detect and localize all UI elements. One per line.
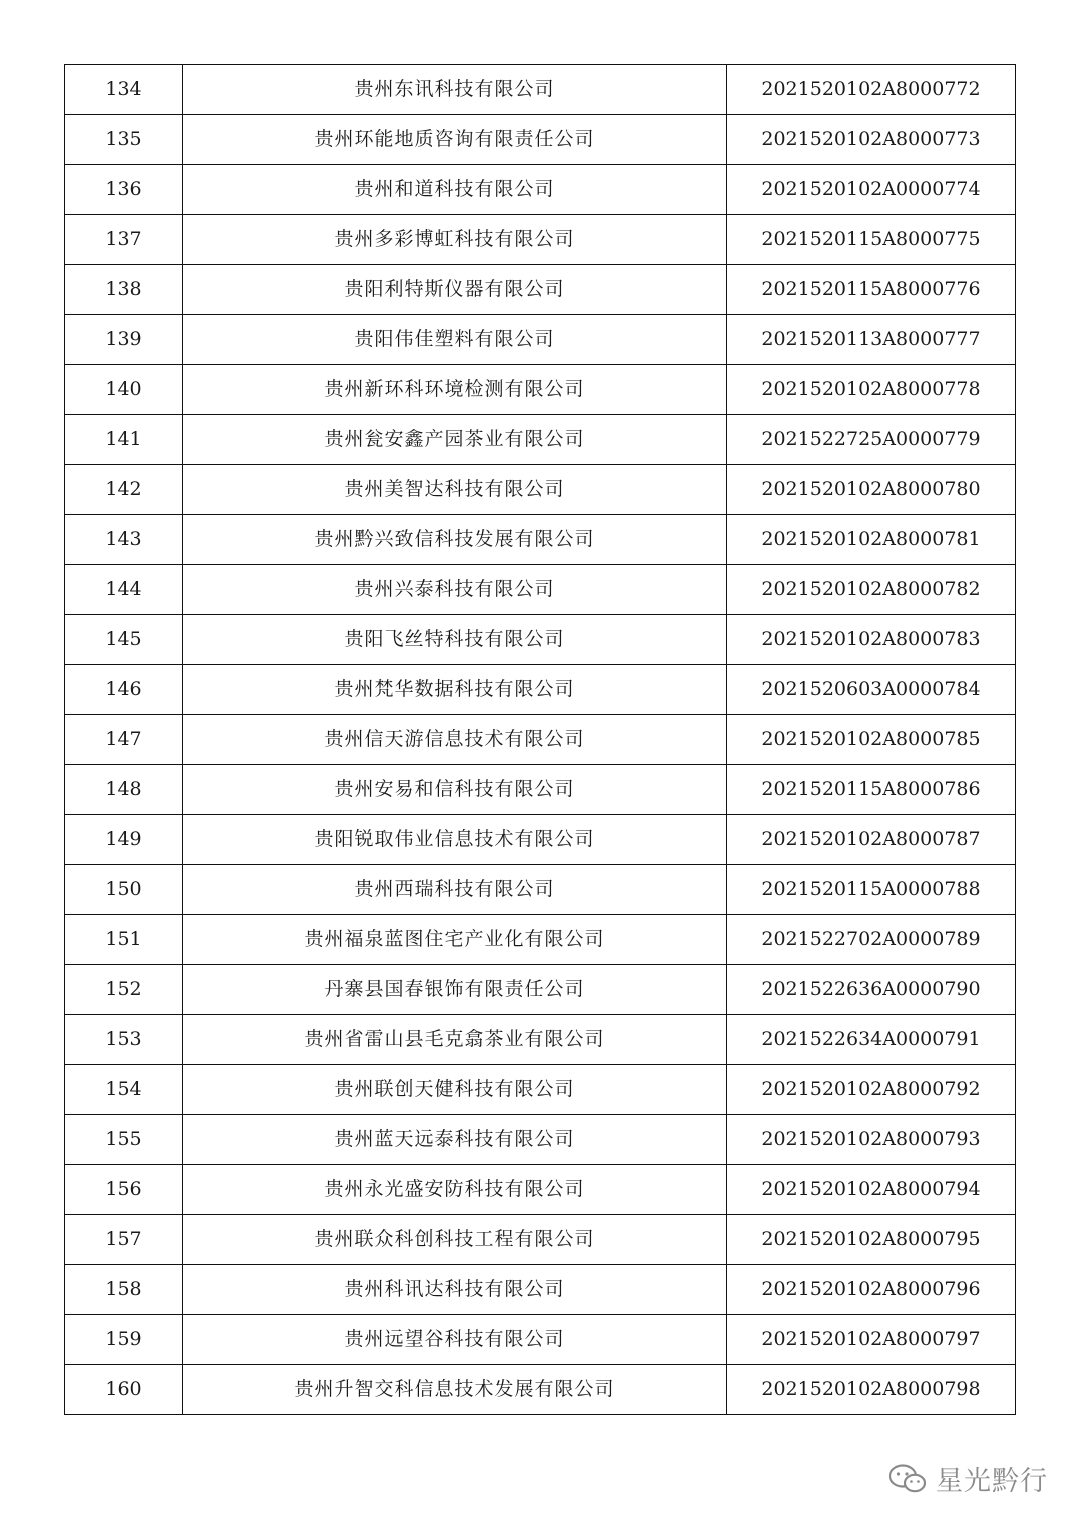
table-row — [65, 265, 1016, 315]
row-number: 136 — [65, 165, 183, 215]
table-row — [65, 865, 1016, 915]
company-name: 贵阳伟佳塑料有限公司 — [183, 315, 727, 365]
company-name: 贵州科讯达科技有限公司 — [183, 1265, 727, 1315]
row-number: 152 — [65, 965, 183, 1015]
row-number: 153 — [65, 1015, 183, 1065]
registration-code: 2021520603A0000784 — [727, 665, 1016, 715]
company-name: 贵阳锐取伟业信息技术有限公司 — [183, 815, 727, 865]
company-name: 贵州兴泰科技有限公司 — [183, 565, 727, 615]
table-row — [65, 765, 1016, 815]
row-number: 155 — [65, 1115, 183, 1165]
registration-code: 2021520115A8000775 — [727, 215, 1016, 265]
company-name: 贵州联众科创科技工程有限公司 — [183, 1215, 727, 1265]
row-number: 146 — [65, 665, 183, 715]
table-body — [65, 65, 1016, 1415]
table-row — [65, 515, 1016, 565]
company-name: 贵州信天游信息技术有限公司 — [183, 715, 727, 765]
table-row — [65, 1315, 1016, 1365]
table-row — [65, 165, 1016, 215]
row-number: 144 — [65, 565, 183, 615]
row-number: 142 — [65, 465, 183, 515]
company-name: 贵州永光盛安防科技有限公司 — [183, 1165, 727, 1215]
company-table — [64, 64, 1016, 1415]
company-name: 贵州西瑞科技有限公司 — [183, 865, 727, 915]
row-number: 154 — [65, 1065, 183, 1115]
table-row — [65, 1365, 1016, 1415]
registration-code: 2021520115A8000776 — [727, 265, 1016, 315]
row-number: 140 — [65, 365, 183, 415]
registration-code: 2021520102A8000795 — [727, 1215, 1016, 1265]
company-name: 贵州黔兴致信科技发展有限公司 — [183, 515, 727, 565]
registration-code: 2021520102A8000787 — [727, 815, 1016, 865]
registration-code: 2021520102A8000772 — [727, 65, 1016, 115]
table-row — [65, 1115, 1016, 1165]
table-row — [65, 965, 1016, 1015]
watermark — [888, 1459, 1048, 1498]
registration-code: 2021520113A8000777 — [727, 315, 1016, 365]
registration-code: 2021520102A8000794 — [727, 1165, 1016, 1215]
table-row — [65, 565, 1016, 615]
row-number: 135 — [65, 115, 183, 165]
table-row — [65, 915, 1016, 965]
registration-code: 2021520102A8000781 — [727, 515, 1016, 565]
registration-code: 2021520115A8000786 — [727, 765, 1016, 815]
table-row — [65, 1165, 1016, 1215]
table-row — [65, 1265, 1016, 1315]
row-number: 143 — [65, 515, 183, 565]
row-number: 160 — [65, 1365, 183, 1415]
row-number: 159 — [65, 1315, 183, 1365]
company-name: 贵州和道科技有限公司 — [183, 165, 727, 215]
row-number: 158 — [65, 1265, 183, 1315]
company-name: 贵阳利特斯仪器有限公司 — [183, 265, 727, 315]
table-row — [65, 665, 1016, 715]
table-row — [65, 215, 1016, 265]
company-name: 贵州蓝天远泰科技有限公司 — [183, 1115, 727, 1165]
registration-code: 2021520102A8000785 — [727, 715, 1016, 765]
company-name: 贵州联创天健科技有限公司 — [183, 1065, 727, 1115]
table-row — [65, 65, 1016, 115]
table-row — [65, 315, 1016, 365]
company-name: 贵州远望谷科技有限公司 — [183, 1315, 727, 1365]
registration-code: 2021520102A8000798 — [727, 1365, 1016, 1415]
row-number: 148 — [65, 765, 183, 815]
row-number: 157 — [65, 1215, 183, 1265]
registration-code: 2021522634A0000791 — [727, 1015, 1016, 1065]
row-number: 150 — [65, 865, 183, 915]
company-name: 贵阳飞丝特科技有限公司 — [183, 615, 727, 665]
company-name: 丹寨县国春银饰有限责任公司 — [183, 965, 727, 1015]
table-row — [65, 1065, 1016, 1115]
registration-code: 2021520102A0000774 — [727, 165, 1016, 215]
row-number: 149 — [65, 815, 183, 865]
registration-code: 2021522702A0000789 — [727, 915, 1016, 965]
company-name: 贵州新环科环境检测有限公司 — [183, 365, 727, 415]
company-name: 贵州美智达科技有限公司 — [183, 465, 727, 515]
registration-code: 2021520102A8000797 — [727, 1315, 1016, 1365]
registration-code: 2021520102A8000780 — [727, 465, 1016, 515]
registration-code: 2021520102A8000796 — [727, 1265, 1016, 1315]
table-row — [65, 615, 1016, 665]
registration-code: 2021520102A8000773 — [727, 115, 1016, 165]
table-row — [65, 1015, 1016, 1065]
row-number: 151 — [65, 915, 183, 965]
company-name: 贵州福泉蓝图住宅产业化有限公司 — [183, 915, 727, 965]
wechat-icon — [888, 1464, 928, 1494]
row-number: 145 — [65, 615, 183, 665]
table-row — [65, 465, 1016, 515]
row-number: 137 — [65, 215, 183, 265]
row-number: 141 — [65, 415, 183, 465]
table-row — [65, 415, 1016, 465]
table-row — [65, 115, 1016, 165]
row-number: 134 — [65, 65, 183, 115]
company-name: 贵州瓮安鑫产园茶业有限公司 — [183, 415, 727, 465]
table-row — [65, 365, 1016, 415]
company-name: 贵州东讯科技有限公司 — [183, 65, 727, 115]
registration-code: 2021520102A8000783 — [727, 615, 1016, 665]
row-number: 156 — [65, 1165, 183, 1215]
watermark-text: 星光黔行 — [936, 1466, 1048, 1497]
registration-code: 2021520115A0000788 — [727, 865, 1016, 915]
table-row — [65, 815, 1016, 865]
company-name: 贵州安易和信科技有限公司 — [183, 765, 727, 815]
registration-code: 2021520102A8000792 — [727, 1065, 1016, 1115]
row-number: 139 — [65, 315, 183, 365]
registration-code: 2021520102A8000782 — [727, 565, 1016, 615]
registration-code: 2021520102A8000793 — [727, 1115, 1016, 1165]
table-row — [65, 715, 1016, 765]
company-name: 贵州多彩博虹科技有限公司 — [183, 215, 727, 265]
registration-code: 2021522636A0000790 — [727, 965, 1016, 1015]
row-number: 147 — [65, 715, 183, 765]
row-number: 138 — [65, 265, 183, 315]
company-name: 贵州升智交科信息技术发展有限公司 — [183, 1365, 727, 1415]
registration-code: 2021520102A8000778 — [727, 365, 1016, 415]
company-name: 贵州省雷山县毛克翕茶业有限公司 — [183, 1015, 727, 1065]
table-row — [65, 1215, 1016, 1265]
company-name: 贵州梵华数据科技有限公司 — [183, 665, 727, 715]
company-name: 贵州环能地质咨询有限责任公司 — [183, 115, 727, 165]
registration-code: 2021522725A0000779 — [727, 415, 1016, 465]
